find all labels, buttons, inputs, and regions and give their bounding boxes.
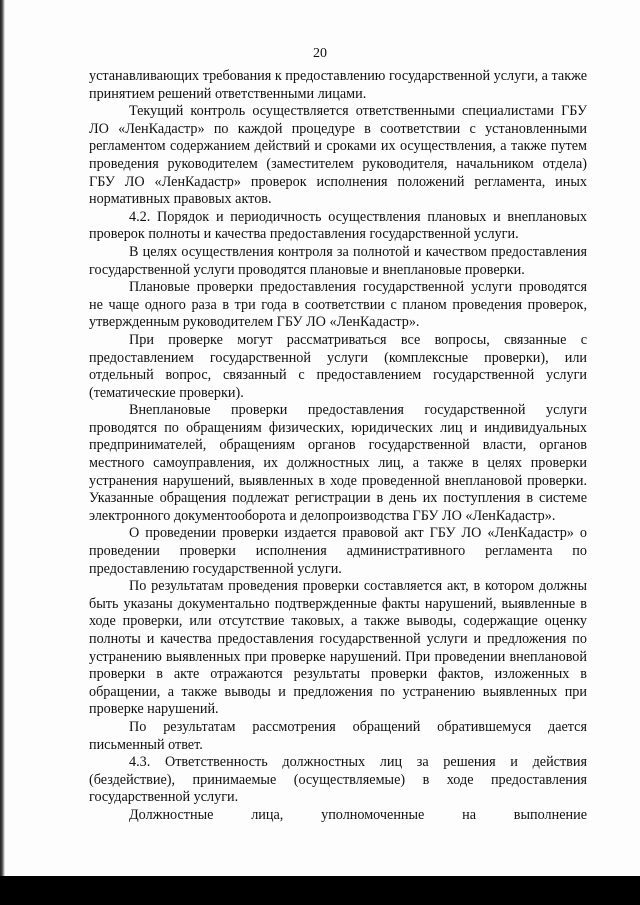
paragraph-4: В целях осуществления контроля за полнотой и качеством предоставления государственной услуги проводятся плановые и внеплановые проверки. [89,243,587,278]
paragraph-12: Должностные лица, уполномоченные на выполнение [129,806,587,823]
scan-left-edge [0,0,5,905]
paragraph-11: 4.3. Ответственность должностных лиц за решения и действия (бездействие), принимаемые (осуществляемые) в ходе предоставления государственной услуги. [89,754,587,806]
paragraph-9: По результатам проведения проверки составляется акт, в котором должны быть указаны документально подтвержденные факты нарушений, выявленные в ходе проверки, или отсутствие таковых, а также выводы, содержащие оценку полноты и качества предоставления государственной услуги и предложения по устранению выявленных при проверке нарушений. При проведении внеплановой проверки в акте отражаются результаты проверки фактов, изложенных в обращении, а также выводы и предложения по устранению выявленных при проверке нарушений. [89,578,587,718]
paragraph-7: Внеплановые проверки предоставления государственной услуги проводятся по обращениям физических, юридических лиц и индивидуальных предпринимателей, обращениям органов государственной власти, органов местного самоуправления, их должностных лиц, а также в целях проверки устранения нарушений, выявленных в ходе проведенной внеплановой проверки. Указанные обращения подлежат регистрации в день их поступления в системе электронного документооборота и делопроизводства ГБУ ЛО «ЛенКадастр». [89,402,587,524]
paragraph-10: По результатам рассмотрения обращений обратившемуся дается письменный ответ. [89,718,587,753]
paragraph-1: устанавливающих требования к предоставлению государственной услуги, а также принятием решений ответственными лицами. [89,68,587,102]
scan-bottom-band [0,876,640,905]
paragraph-3: 4.2. Порядок и периодичность осуществления плановых и внеплановых проверок полноты и качества предоставления государственной услуги. [89,208,587,243]
paragraph-5: Плановые проверки предоставления государственной услуги проводятся не чаще одного раза в три года в соответствии с планом проведения проверок, утвержденным руководителем ГБУ ЛО «ЛенКадастр». [89,279,587,331]
paragraph-6: При проверке могут рассматриваться все вопросы, связанные с предоставлением государственной услуги (комплексные проверки), или отдельный вопрос, связанный с предоставлением государственной услуги (тематические проверки). [89,331,587,401]
paragraph-8: О проведении проверки издается правовой акт ГБУ ЛО «ЛенКадастр» о проведении проверки исполнения административного регламента по предоставлению государственной услуги. [89,525,587,577]
document-body [89,68,587,825]
paragraph-2: Текущий контроль осуществляется ответственными специалистами ГБУ ЛО «ЛенКадастр» по каждой процедуре в соответствии с установленными регламентом содержанием действий и сроками их осуществления, а также путем проведения руководителем (заместителем руководителя, начальником отдела) ГБУ ЛО «ЛенКадастр» проверок исполнения положений регламента, иных нормативных правовых актов. [89,103,587,208]
page-number: 20 [313,46,327,61]
